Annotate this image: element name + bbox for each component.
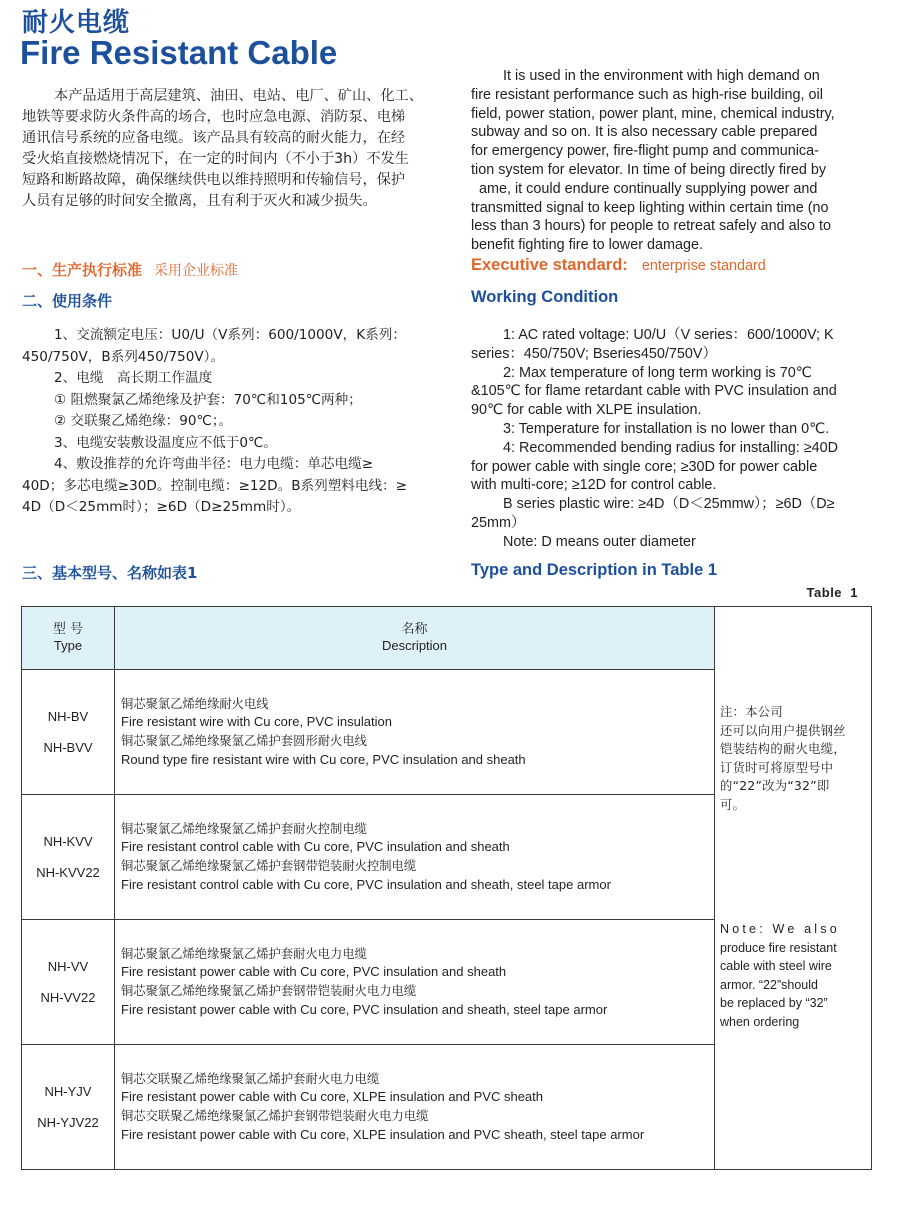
description-en: Fire resistant power cable with Cu core, XLPE insulation and PVC sheath <box>121 1089 543 1105</box>
condition-en-line: series：450/750V; Bseries450/750V） <box>471 345 717 362</box>
type-cell <box>22 795 115 920</box>
description-en: Fire resistant power cable with Cu core, XLPE insulation and PVC sheath, steel tape armor <box>121 1126 645 1142</box>
intro-en <box>471 67 873 255</box>
header-type <box>22 607 115 670</box>
type-table <box>21 606 872 1170</box>
description-cell <box>115 670 715 795</box>
description-cn: 铜芯聚氯乙烯绝缘聚氯乙烯护套圆形耐火电线 <box>121 734 367 748</box>
section1-heading-cn-text: 一、生产执行标准 <box>22 261 143 279</box>
description-cn: 铜芯聚氯乙烯绝缘聚氯乙烯护套钢带铠装耐火控制电缆 <box>121 859 417 873</box>
type-code: NH-BV <box>47 709 89 724</box>
section2-heading-en: Working Condition <box>471 288 619 306</box>
condition-cn-line: ② 交联聚乙烯绝缘：90℃；。 <box>54 413 233 429</box>
intro-cn-line: 地铁等要求防火条件高的场合，也时应急电源、消防泵、电梯 <box>22 109 406 125</box>
table-label: Table 1 <box>806 585 858 600</box>
condition-cn-line: 2、电缆 高长期工作温度 <box>54 370 213 386</box>
description-cn: 铜芯聚氯乙烯绝缘耐火电线 <box>121 696 269 711</box>
description-en: Fire resistant power cable with Cu core, PVC insulation and sheath, steel tape armor <box>121 1001 608 1017</box>
condition-cn-line: 4、敷设推荐的允许弯曲半径：电力电缆：单芯电缆≥ <box>54 456 374 472</box>
type-code: NH-KVV22 <box>36 865 100 880</box>
title-en: Fire Resistant Cable <box>20 34 338 71</box>
note-en-line: cable with steel wire <box>720 959 832 974</box>
header-desc-en: Description <box>381 638 448 653</box>
type-cell <box>22 920 115 1045</box>
intro-cn-line: 受火焰直接燃烧情况下，在一定的时间内（不小于3h）不发生 <box>22 151 409 167</box>
condition-en-line: B series plastic wire: ≥4D（D＜25mmw）；≥6D（D≥ <box>503 496 835 513</box>
intro-en-line: for emergency power, fire-flight pump and communica- <box>471 143 819 160</box>
note-en-line: armor. “22”should <box>720 977 818 992</box>
section1-value-cn: 采用企业标准 <box>154 263 239 279</box>
section3-heading-en: Type and Description in Table 1 <box>471 561 718 579</box>
intro-en-line: benefit fighting fire to lower damage. <box>471 237 703 254</box>
condition-en-line: 25mm） <box>471 514 526 531</box>
condition-en-line: 2: Max temperature of long term working is 70℃ <box>503 364 812 381</box>
note-en-line: be replaced by “32” <box>720 996 828 1011</box>
intro-en-line: tion system for elevator. In time of being directly fired by <box>471 161 827 178</box>
condition-cn-line: 40D；多芯电缆≥30D。控制电缆：≥12D。B系列塑料电线：≥ <box>22 477 408 494</box>
table-header-row <box>22 607 872 670</box>
note-cn-line: 注：本公司 <box>720 705 783 719</box>
condition-cn-line: 1、交流额定电压：U0/U（V系列：600/1000V，K系列： <box>54 327 406 343</box>
note-en-line: produce fire resistant <box>720 940 837 955</box>
type-cell <box>22 1045 115 1170</box>
header-desc-cn: 名称 <box>401 622 428 637</box>
section1-heading-cn <box>22 259 238 280</box>
type-code: NH-BVV <box>43 740 93 755</box>
type-cell <box>22 670 115 795</box>
intro-en-line: ame, it could endure continually supplying power and <box>471 180 818 197</box>
note-cn <box>720 703 858 815</box>
header-type-cn: 型 号 <box>52 622 84 637</box>
condition-en-line: 90℃ for cable with XLPE insulation. <box>471 402 702 419</box>
note-cn-line: 订货时可将原型号中 <box>720 760 834 775</box>
condition-en-line: for power cable with single core; ≥30D for power cable <box>471 458 818 475</box>
type-code: NH-KVV <box>43 834 93 849</box>
intro-cn <box>22 86 432 212</box>
description-cn: 铜芯聚氯乙烯绝缘聚氯乙烯护套耐火控制电缆 <box>121 821 367 836</box>
section1-value-en: enterprise standard <box>641 258 766 274</box>
description-cn: 铜芯聚氯乙烯绝缘聚氯乙烯护套钢带铠装耐火电力电缆 <box>121 984 417 998</box>
type-code: NH-VV22 <box>40 990 96 1005</box>
description-cell <box>115 1045 715 1170</box>
note-cell <box>715 607 872 1170</box>
title-cn: 耐火电缆 <box>22 8 131 38</box>
condition-en-line: with multi-core; ≥12D for control cable. <box>471 477 717 494</box>
intro-cn-line: 本产品适用于高层建筑、油田、电站、电厂、矿山、化工、 <box>54 88 423 104</box>
condition-en-line: &105℃ for flame retardant cable with PVC insulation and <box>471 383 837 400</box>
description-cn: 铜芯交联聚乙烯绝缘聚氯乙烯护套钢带铠装耐火电力电缆 <box>121 1109 429 1123</box>
type-code: NH-VV <box>47 959 89 974</box>
note-en <box>720 920 858 1032</box>
header-type-en: Type <box>53 638 83 653</box>
intro-en-line: fire resistant performance such as high-rise building, oil <box>471 86 823 103</box>
condition-en-line: 1: AC rated voltage: U0/U（V series：600/1000V; K <box>503 327 834 343</box>
condition-en-line: 3: Temperature for installation is no lower than 0℃. <box>503 420 830 437</box>
note-cn-line: 可。 <box>720 797 746 812</box>
condition-cn-line: 450/750V，B系列450/750V）。 <box>22 348 225 365</box>
intro-cn-line: 短路和断路故障，确保继续供电以维持照明和传输信号，保护 <box>22 172 406 188</box>
intro-cn-line: 通讯信号系统的应备电缆。该产品具有较高的耐火能力，在经 <box>22 130 406 146</box>
description-en: Fire resistant power cable with Cu core, PVC insulation and sheath <box>121 964 507 980</box>
section1-heading-en-text: Executive standard: <box>471 256 628 274</box>
condition-en-line: Note: D means outer diameter <box>503 533 696 550</box>
conditions-en <box>471 326 873 552</box>
description-en: Fire resistant wire with Cu core, PVC insulation <box>121 714 392 730</box>
note-cn-line: 的“22”改为“32”即 <box>720 779 830 794</box>
description-cn: 铜芯聚氯乙烯绝缘聚氯乙烯护套耐火电力电缆 <box>121 946 367 961</box>
intro-en-line: subway and so on. It is also necessary cable prepared <box>471 124 818 141</box>
description-cn: 铜芯交联聚乙烯绝缘聚氯乙烯护套耐火电力电缆 <box>121 1071 380 1086</box>
description-cell <box>115 795 715 920</box>
section2-heading-cn: 二、使用条件 <box>22 292 113 310</box>
intro-cn-line: 人员有足够的时间安全撤离，且有利于灭火和减少损失。 <box>22 193 377 209</box>
section1-heading-en <box>471 256 766 275</box>
type-code: NH-YJV22 <box>37 1115 99 1130</box>
note-cn-line: 铠装结构的耐火电缆， <box>720 742 846 757</box>
description-en: Round type fire resistant wire with Cu core, PVC insulation and sheath <box>121 751 526 767</box>
section3-heading-cn: 三、基本型号、名称如表1 <box>22 564 198 582</box>
intro-en-line: field, power station, power plant, mine, chemical industry, <box>471 105 835 122</box>
condition-cn-line: ① 阻燃聚氯乙烯绝缘及护套：70℃和105℃两种； <box>54 391 362 408</box>
condition-cn-line: 4D（D＜25mm时）；≥6D（D≥25mm时）。 <box>22 499 301 515</box>
note-en-line: Note: We also <box>720 922 840 936</box>
description-en: Fire resistant control cable with Cu core, PVC insulation and sheath, steel tape armor <box>121 876 611 892</box>
description-cell <box>115 920 715 1045</box>
description-en: Fire resistant control cable with Cu core, PVC insulation and sheath <box>121 839 510 855</box>
intro-en-line: It is used in the environment with high demand on <box>503 68 820 84</box>
note-cn-line: 还可以向用户提供钢丝 <box>720 723 846 738</box>
intro-en-line: less than 3 hours) for people to retreat safely and also to <box>471 218 831 235</box>
condition-en-line: 4: Recommended bending radius for installing: ≥40D <box>503 439 839 456</box>
intro-en-line: transmitted signal to keep lighting within certain time (no <box>471 199 829 216</box>
condition-cn-line: 3、电缆安装敷设温度应不低于0℃。 <box>54 434 277 451</box>
note-en-line: when ordering <box>720 1014 800 1029</box>
conditions-cn <box>22 325 432 519</box>
header-description <box>115 607 715 670</box>
type-code: NH-YJV <box>44 1084 92 1099</box>
